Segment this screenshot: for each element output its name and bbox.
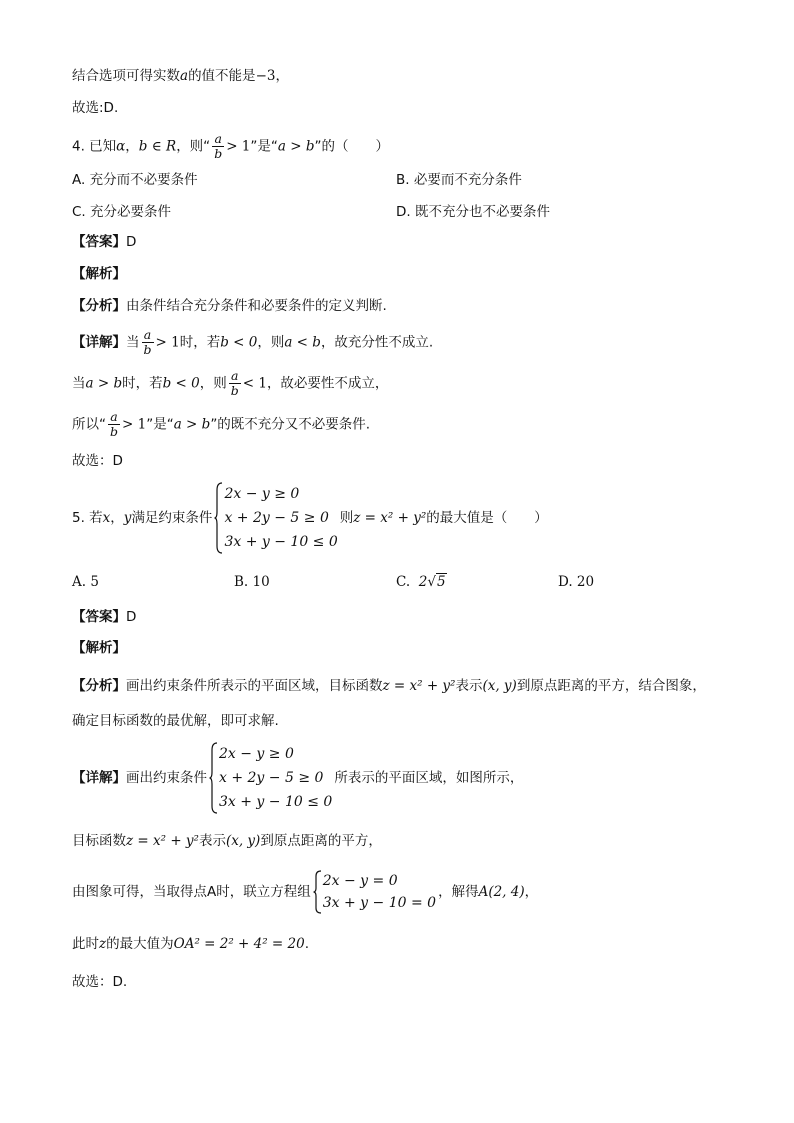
detail-tag: 【详解】 [72, 770, 126, 786]
option-c: C. 充分必要条件 [72, 204, 172, 220]
equation-row: 2x − y = 0 [322, 873, 398, 889]
text: 目标函数 [72, 833, 126, 849]
detail-line-1 [72, 328, 433, 357]
text: 表示 [455, 678, 483, 694]
answer: D [126, 609, 137, 625]
constraint-row: 2x − y ≥ 0 [224, 486, 300, 502]
math: b < 0 [220, 334, 258, 351]
text: 画出约束条件 [126, 770, 207, 786]
math: y [123, 510, 132, 526]
denominator: b [230, 383, 239, 398]
text: ，解得 [438, 884, 479, 900]
brace-icon [209, 742, 218, 814]
math: > 1 [122, 416, 147, 433]
math: −3 [255, 68, 276, 84]
math: z = x² + y² [126, 833, 199, 849]
text: ”是“ [250, 138, 278, 155]
text: 则 [339, 510, 354, 526]
detail-line-3 [72, 870, 538, 914]
text: 由图象可得，当取得点A时，联立方程组 [72, 884, 311, 900]
text: 画出约束条件所表示的平面区域，目标函数 [126, 678, 383, 694]
numerator: a [212, 132, 224, 147]
text: ， [275, 68, 289, 84]
answer-line [72, 232, 136, 252]
text-line: 故选:D. [72, 100, 119, 116]
detail-line-2 [72, 369, 388, 398]
fraction [108, 410, 120, 439]
sqrt-expression: 2√5 [418, 574, 446, 590]
text: 当 [72, 375, 86, 392]
analysis-tag: 【分析】 [72, 678, 126, 694]
text: ，则 [257, 334, 285, 351]
math: OA² = 2² + 4² = 20 [173, 936, 305, 952]
numerator: a [108, 410, 120, 425]
denominator: b [143, 342, 152, 357]
analysis-line [72, 676, 706, 696]
numerator: a [229, 369, 241, 384]
text: 到原点距离的平方，结合图象， [516, 678, 706, 694]
option-b: B. 必要而不充分条件 [396, 172, 522, 188]
brace-icon [214, 482, 223, 554]
conclusion: 故选：D [72, 453, 123, 469]
math: a > b [277, 138, 315, 155]
text: 表示 [198, 833, 226, 849]
option-a: A. 充分而不必要条件 [72, 172, 198, 188]
math: (x, y) [482, 678, 517, 694]
denominator: b [110, 424, 119, 439]
math: x [102, 510, 111, 526]
constraint-row: x + 2y − 5 ≥ 0 [219, 770, 324, 786]
option-d: D. 既不充分也不必要条件 [396, 204, 550, 220]
math: a > b [85, 375, 123, 392]
math: z = x² + y² [353, 510, 427, 526]
text: 到原点距离的平方， [260, 833, 382, 849]
text: 此时 [72, 936, 99, 952]
detail-line-3 [72, 410, 370, 439]
conclusion: 故选：D. [72, 974, 128, 990]
text: 的值不能是 [188, 68, 256, 84]
math: > 1 [155, 334, 180, 351]
math: > 1 [226, 138, 251, 155]
math: b < 0 [162, 375, 200, 392]
answer-line [72, 607, 136, 627]
constraint-row: 3x + y − 10 ≤ 0 [224, 534, 338, 550]
equation-row: 3x + y − 10 = 0 [322, 895, 437, 911]
radicand: 5 [436, 574, 446, 590]
answer-tag: 【答案】 [72, 609, 126, 625]
text: 所表示的平面区域，如图所示， [334, 770, 524, 786]
text: ，则 [199, 375, 227, 392]
text: 的最大值是（ ） [426, 510, 548, 526]
math: b ∈ R [138, 138, 177, 155]
text: 时，若 [122, 375, 163, 392]
analysis-heading: 【解析】 [72, 266, 126, 282]
text: ”的既不充分又不必要条件. [210, 416, 371, 433]
constraint-row: 3x + y − 10 ≤ 0 [219, 794, 333, 810]
numerator: a [142, 328, 154, 343]
text-line [72, 66, 289, 86]
detail-tag: 【详解】 [72, 334, 126, 351]
constraint-row: 2x − y ≥ 0 [219, 746, 294, 762]
math: (x, y) [225, 833, 261, 849]
text: 的最大值为 [106, 936, 174, 952]
denominator: b [214, 146, 223, 161]
option-b: B. 10 [234, 574, 270, 590]
math: < 1 [242, 375, 267, 392]
text: 由条件结合充分条件和必要条件的定义判断. [126, 298, 387, 314]
option-c [396, 572, 447, 592]
math: a [180, 68, 189, 84]
text: 所以“ [72, 416, 106, 433]
fraction [212, 132, 224, 161]
text: 当 [126, 334, 140, 351]
math: A(2, 4) [478, 884, 525, 900]
question-number: 4. 已知 [72, 138, 117, 155]
text: ，故充分性不成立. [320, 334, 434, 351]
constraint-system [209, 742, 332, 814]
text: ， [110, 510, 124, 526]
text: 满足约束条件 [131, 510, 213, 526]
text: 时，若 [179, 334, 221, 351]
detail-line-1 [72, 742, 523, 814]
analysis-line-2: 确定目标函数的最优解，即可求解. [72, 713, 279, 729]
fraction [229, 369, 241, 398]
text: ， [524, 884, 539, 900]
constraint-system [214, 482, 337, 554]
text: . [304, 936, 310, 952]
text: ，则“ [176, 138, 211, 155]
answer: D [126, 234, 137, 250]
constraint-row: x + 2y − 5 ≥ 0 [224, 510, 329, 526]
text: ”的（ ） [314, 138, 389, 155]
math: α [116, 138, 126, 155]
equation-system [313, 870, 436, 914]
detail-line-2 [72, 831, 382, 851]
question-5 [72, 482, 548, 554]
analysis-heading: 【解析】 [72, 640, 126, 656]
text: 结合选项可得实数 [72, 68, 180, 84]
analysis-tag: 【分析】 [72, 298, 126, 314]
analysis-line [72, 296, 387, 316]
math: z [99, 936, 107, 952]
detail-line-4 [72, 934, 309, 954]
question-4 [72, 132, 389, 161]
option-label: C. [396, 574, 411, 590]
math: a < b [284, 334, 321, 351]
coefficient: 2 [418, 574, 428, 590]
option-d: D. 20 [558, 574, 595, 590]
question-number: 5. 若 [72, 510, 103, 526]
option-a: A. 5 [72, 574, 99, 590]
text: ， [125, 138, 139, 155]
math: a > b [173, 416, 211, 433]
brace-icon [313, 870, 322, 914]
math: z = x² + y² [382, 678, 456, 694]
answer-tag: 【答案】 [72, 234, 126, 250]
text: ，故必要性不成立， [266, 375, 389, 392]
fraction [142, 328, 154, 357]
text: ”是“ [146, 416, 174, 433]
